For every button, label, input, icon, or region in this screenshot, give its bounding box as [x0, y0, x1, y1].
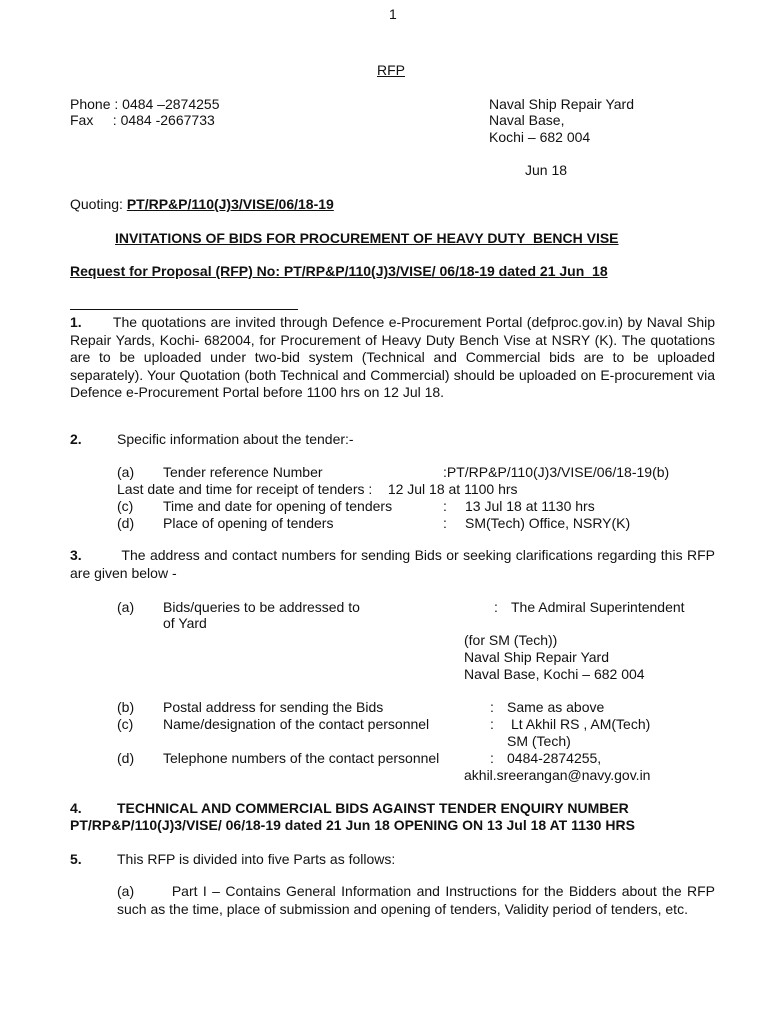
- page-number: 1: [389, 6, 397, 22]
- paragraph-1: [70, 314, 715, 402]
- item-value: Naval Ship Repair Yard: [464, 649, 610, 665]
- item-value: The Admiral Superintendent: [511, 599, 685, 615]
- item-label: Telephone numbers of the contact personnel: [163, 750, 440, 766]
- paragraph-number: 3.: [70, 547, 82, 563]
- paragraph-text: This RFP is divided into five Parts as follows:: [117, 851, 396, 867]
- item-value: :PT/RP&P/110(J)3/VISE/06/18-19(b): [443, 464, 670, 480]
- paragraph-heading: TECHNICAL AND COMMERCIAL BIDS AGAINST TENDER ENQUIRY NUMBER: [117, 800, 629, 816]
- item-label: of Yard: [163, 615, 207, 631]
- paragraph-text: The quotations are invited through Defence e-Procurement Portal (defproc.gov.in) by Naval Ship Repair Yards, Kochi- 682004, for Procurement of Heavy Duty Bench Vise at NSRY (K). The quotations are to be uploaded under two-bid system (Technical and Commercial bids are to be uploaded separately). Your Quotation (both Technical and Commercial) should be uploaded on E-procurement via Defence e-Procurement Portal before 1100 hrs on 12 Jul 18.: [70, 314, 716, 401]
- item-key: (c): [117, 498, 134, 514]
- document-title: INVITATIONS OF BIDS FOR PROCUREMENT OF HEAVY DUTY BENCH VISE: [115, 230, 619, 246]
- email-address: akhil.sreerangan@navy.gov.in: [464, 767, 651, 783]
- quoting-label: Quoting:: [70, 196, 123, 212]
- item-key: (a): [117, 883, 135, 899]
- item-key: (d): [117, 750, 135, 766]
- item-line: Last date and time for receipt of tenders : 12 Jul 18 at 1100 hrs: [117, 481, 518, 497]
- item-value: Same as above: [507, 699, 605, 715]
- item-colon: :: [443, 498, 447, 514]
- paragraph-number: 5.: [70, 851, 82, 867]
- quoting-ref: PT/RP&P/110(J)3/VISE/06/18-19: [126, 196, 334, 212]
- item-key: (b): [117, 699, 135, 715]
- sub-paragraph-a: [117, 883, 715, 918]
- paragraph-text: The address and contact numbers for sending Bids or seeking clarifications regarding this RFP are given below -: [70, 547, 715, 581]
- item-colon: :: [490, 716, 494, 732]
- rfp-number-line: Request for Proposal (RFP) No: PT/RP&P/110(J)3/VISE/ 06/18-19 dated 21 Jun 18: [70, 263, 608, 279]
- item-value: (for SM (Tech)): [464, 632, 558, 648]
- item-value: 0484-2874255,: [507, 750, 602, 766]
- item-value: SM (Tech): [507, 733, 571, 749]
- item-key: (d): [117, 515, 135, 531]
- document-date: Jun 18: [525, 162, 568, 178]
- item-value: Naval Base, Kochi – 682 004: [464, 666, 645, 682]
- item-value: SM(Tech) Office, NSRY(K): [465, 515, 631, 531]
- address-line: Kochi – 682 004: [489, 129, 591, 145]
- item-value: 13 Jul 18 at 1130 hrs: [465, 498, 595, 514]
- divider-line: [70, 309, 298, 310]
- item-key: (c): [117, 716, 134, 732]
- paragraph-heading: PT/RP&P/110(J)3/VISE/ 06/18-19 dated 21 Jun 18 OPENING ON 13 Jul 18 AT 1130 HRS: [70, 817, 635, 833]
- item-label: Tender reference Number: [163, 464, 323, 480]
- item-colon: :: [490, 699, 494, 715]
- paragraph-number: 2.: [70, 431, 82, 447]
- item-key: (a): [117, 464, 135, 480]
- quoting-line: [70, 196, 334, 213]
- phone-line: Phone : 0484 –2874255: [70, 96, 220, 112]
- paragraph-text: Part I – Contains General Information and Instructions for the Bidders about the RFP such as the time, place of submission and opening of tenders, Validity period of tenders, etc.: [117, 883, 715, 917]
- item-key: (a): [117, 599, 135, 615]
- item-colon: :: [490, 750, 494, 766]
- item-value: Lt Akhil RS , AM(Tech): [511, 716, 651, 732]
- item-label: Place of opening of tenders: [163, 515, 334, 531]
- item-label: Time and date for opening of tenders: [163, 498, 393, 514]
- paragraph-3: [70, 547, 715, 582]
- paragraph-heading: Specific information about the tender:-: [117, 431, 354, 447]
- paragraph-number: 1.: [70, 314, 82, 330]
- item-label: Name/designation of the contact personnel: [163, 716, 430, 732]
- item-colon: :: [443, 515, 447, 531]
- fax-line: Fax : 0484 -2667733: [70, 112, 215, 128]
- item-label: Postal address for sending the Bids: [163, 699, 384, 715]
- rfp-label: RFP: [377, 62, 405, 78]
- address-line: Naval Base,: [489, 112, 565, 128]
- paragraph-number: 4.: [70, 800, 82, 816]
- item-label: Bids/queries to be addressed to: [163, 599, 360, 615]
- address-line: Naval Ship Repair Yard: [489, 96, 635, 112]
- item-colon: :: [494, 599, 498, 615]
